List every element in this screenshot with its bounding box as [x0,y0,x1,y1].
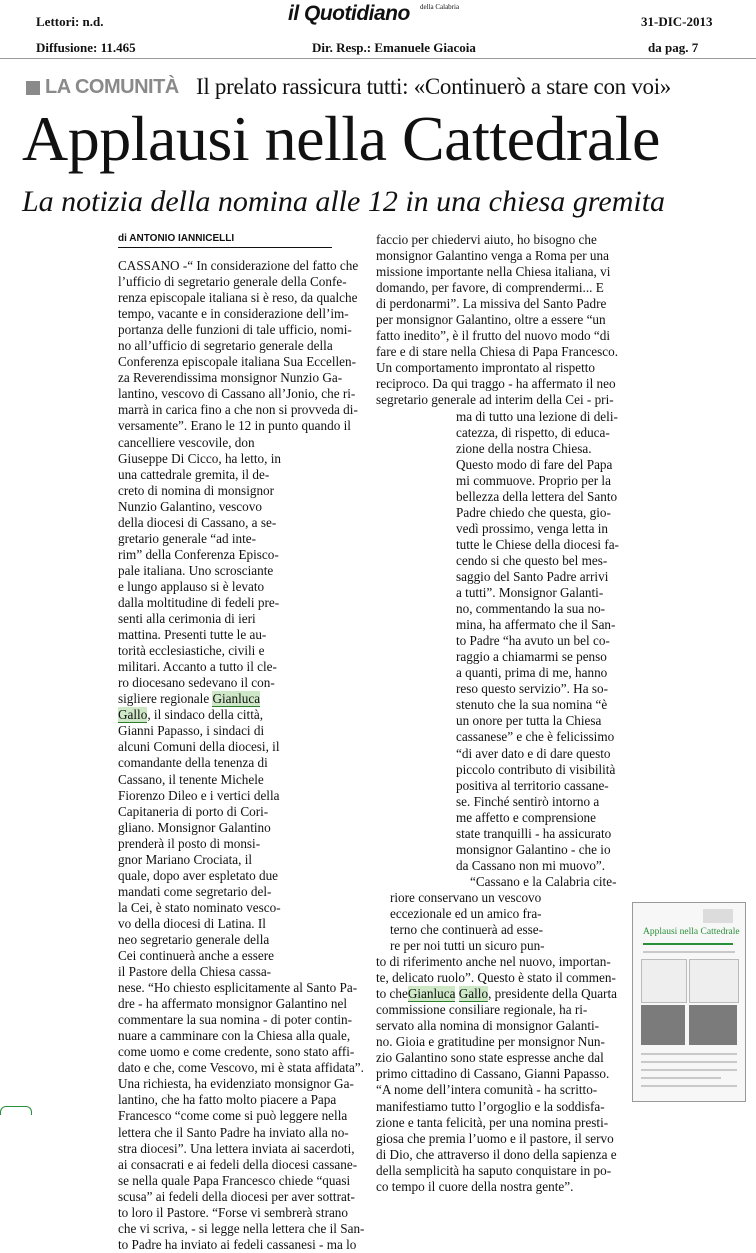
text-line: per monsignor Galantino, oltre a essere “un [376,312,606,328]
text-line: no. Gioia e gratitudine per monsignor Nun- [376,1034,605,1050]
text-line: “A nome dell’intera comunità - ha scritto- [376,1082,598,1098]
text-line: stra diocesi”. Una lettera inviata ai sacerdoti, [118,1140,355,1156]
text-line: rim” della Conferenza Episco- [118,546,279,562]
section-label [26,76,179,99]
article-column-1 [118,258,364,1253]
text-line: co tempo il cuore della nostra gente”. [376,1178,574,1194]
text-line: a quanti, prima di me, hanno [456,665,608,681]
text-line: to loro il Pastore. “Forse vi sembrerà strano [118,1204,348,1220]
text-line: cendo si che questo bel mes- [456,552,608,568]
thumbnail-line [641,1085,737,1087]
text-line: cassanese” e che è felicissimo [456,729,615,745]
subheadline: La notizia della nomina alle 12 in una chiesa gremita [22,185,666,218]
text-line: Francesco “come come si può leggere nella [118,1108,348,1124]
text-line: scusa” ai fedeli della diocesi per aver sottrat- [118,1188,355,1204]
thumbnail-box [689,959,739,1003]
text-line: mi commuove. Proprio per la [456,472,611,488]
text-line: neo segretario generale della [118,931,270,947]
thumbnail-line [641,1069,737,1071]
text-line: alcuni Comuni della diocesi, il [118,739,280,755]
date-label: 31-DIC-2013 [641,14,713,29]
text-line: Un comportamento improntato al rispetto [376,360,596,376]
text-line: stenuto che la sua nomina “è [456,697,608,713]
text-line: servato alla nomina di monsignor Galanti- [376,1018,600,1034]
director-label: Dir. Resp.: Emanuele Giacoia [312,40,476,55]
highlighted-name: Gallo [458,986,489,1002]
text-line: segretario generale ad interim della Cei - pri- [376,392,614,408]
text-line: tempo, vacante e in considerazione dell’im- [118,306,349,322]
thumbnail-line [643,951,735,953]
text-line: piccolo contributo di visibilità [456,761,616,777]
byline: di ANTONIO IANNICELLI [118,233,332,248]
text-line: di Dio, che attraverso il dono della sapienza e [376,1146,617,1162]
kicker: Il prelato rassicura tutti: «Continuerò a stare con voi» [196,74,672,99]
text-line: fatto inedito”, è il frutto del nuovo modo “di [376,328,611,344]
text-line: raggio a chiamarmi se penso [456,649,607,665]
text-line: lettera che il Santo Padre ha inviato alla no- [118,1124,349,1140]
text-line: quale, dopo aver espletato due [118,867,279,883]
text-line: Fiorenzo Dileo e i vertici della [118,787,280,803]
page-thumbnail [632,902,746,1102]
text-line: lantino, vescovo di Cassano all’Jonio, che ri- [118,386,356,402]
text-line: faccio per chiedervi aiuto, ho bisogno che [376,232,597,247]
text-line: renza episcopale italiana si è reso, da qualche [118,290,358,306]
text-line: to Padre “ha avuto un bel co- [456,633,610,649]
text-line: Padre chiedo che questa, gio- [456,504,611,520]
text-line: me affetto e comprensione [456,809,597,825]
text-line: della semplicità ha saputo conquistare in po- [376,1162,612,1178]
text-line: un onore per tutta la Chiesa [456,713,602,729]
text-line: comandante della tenenza di [118,755,268,771]
text-line: dato e che, come Vescovo, mi è stata affidata”. [118,1060,364,1076]
text-line: mattina. Presenti tutte le au- [118,627,267,643]
text-line: una cattedrale gremita, il de- [118,466,270,482]
text-line: Cei continuerà anche a essere [118,948,274,964]
text-line: tutte le Chiese della diocesi fa- [456,536,619,552]
text-line: zio Galantino sono state espresse anche dal [376,1050,604,1066]
text-line: manifestiamo tutto l’orgoglio e la soddisfa- [376,1098,605,1114]
text-line: Nunzio Galantino, vescovo [118,498,262,514]
text-line: saggio del Santo Padre arrivi [456,568,609,584]
text-line: commentare la sua nomina - di poter contin- [118,1012,353,1028]
thumbnail-subline [643,943,733,945]
headline: Applausi nella Cattedrale [22,103,660,174]
newspaper-logo-subtitle: della Calabria [420,3,460,11]
text-line: se nella quale Papa Francesco chiede “quasi [118,1172,351,1188]
text-line: l’ufficio di segretario generale della Confe- [118,274,347,290]
text-line: militari. Accanto a tutto il cle- [118,659,277,675]
text-line: commissione consiliare regionale, ha ri- [376,1002,588,1018]
text-line: primo cittadino di Cassano, Gianni Papasso. [376,1066,610,1082]
text-line: pale italiana. Uno scrosciante [118,562,274,578]
page-label: da pag. 7 [648,40,699,55]
thumbnail-title: Applausi nella Cattedrale [643,927,740,937]
section-label-text: LA COMUNITÀ [45,76,179,98]
highlighted-name: Gianluca [212,691,261,707]
text-line: Giuseppe Di Cicco, ha letto, in [118,450,281,466]
text-line: monsignor Galantino - che io [456,841,611,857]
text-line: creto di nomina di monsignor [118,482,275,498]
text-line: ro diocesano sedevano il con- [118,675,275,691]
text-line: nese. “Ho chiesto esplicitamente al Santo Pa- [118,980,358,996]
text-line: cancelliere vescovile, don [118,434,255,450]
text-line: state tranquilli - ha assicurato [456,825,612,841]
text-line: marrà in carica fino a che non si provveda di- [118,402,358,418]
text-line: fare e di stare nella Chiesa di Papa Francesco. [376,344,619,360]
text-line: Gianni Papasso, i sindaci di [118,723,265,739]
text-line: Capitaneria di porto di Cori- [118,803,269,819]
text-line: lantino, che ha fatto molto piacere a Papa [118,1092,337,1108]
thumbnail-logo [703,909,733,923]
text-line: positiva al territorio cassane- [456,777,609,793]
text-line: come uomo e come credente, sono stato affi- [118,1044,355,1060]
text-line: domando, per favore, di comprendermi... E [376,280,604,296]
text-line: eccezionale ed un amico fra- [390,905,542,921]
text-line: zione della nostra Chiesa. [456,440,592,456]
text-line: dalla moltitudine di fedeli pre- [118,594,280,610]
text-line: Conferenza episcopale italiana Sua Eccellen- [118,354,356,370]
text-line: mandati come segretario del- [118,883,272,899]
lettori-label: Lettori: n.d. [36,14,104,29]
text-line: terno che continuerà ad esse- [390,922,544,938]
text-line: dre - ha affermato monsignor Galantino nel [118,996,347,1012]
thumbnail-photo [641,1005,685,1045]
text-line: versamente”. Erano le 12 in punto quando il [118,418,351,434]
text-line: la Cei, è stato nominato vesco- [118,899,281,915]
thumbnail-box [641,959,687,1003]
text-line: to di riferimento anche nel nuovo, importan- [376,954,611,970]
highlighted-name: Gianluca [407,986,456,1002]
text-line: sigliere regionale Gianluca [118,691,261,707]
text-fragment: , il sindaco della città, [147,707,264,723]
text-line: re per noi tutti un sicuro pun- [390,938,545,954]
header-divider [0,58,756,59]
text-line: gliano. Monsignor Galantino [118,819,271,835]
text-line: della diocesi di Cassano, a se- [118,514,277,530]
text-line: te, delicato ruolo”. Questo è stato il commen- [376,970,616,986]
text-line: gnor Mariano Crociata, il [118,851,253,867]
text-line: e lungo applauso si è levato [118,578,265,594]
text-line: no all’ufficio di segretario generale della [118,338,333,354]
text-line: giosa che premia l’uomo e il pastore, il servo [376,1130,614,1146]
text-line: no, commentando la sua no- [456,601,606,617]
text-line: vo della diocesi di Latina. Il [118,915,266,931]
section-square-icon [26,81,40,95]
text-line: Questo modo di fare del Papa [456,456,613,472]
text-line: reso questo servizio”. Ha so- [456,681,608,697]
article-column-2 [376,232,619,1195]
text-fragment: , presidente della Quarta [488,986,617,1002]
text-line: nuare a camminare con la Chiesa alla quale, [118,1028,351,1044]
text-line: senti alla cerimonia di ieri [118,611,256,627]
text-line: za Reverendissima monsignor Nunzio Ga- [118,370,343,386]
text-line: da Cassano non mi muovo”. [456,857,606,873]
text-line: Una richiesta, ha evidenziato monsignor Ga- [118,1076,354,1092]
highlighted-name: Gallo [118,707,148,723]
text-line: to cheGianluca Gallo, presidente della Quarta [376,986,617,1002]
text-line: il Pastore della Chiesa cassa- [118,964,272,980]
text-line: monsignor Galantino venga a Roma per una [376,248,609,264]
text-line: Cassano, il tenente Michele [118,771,264,787]
thumbnail-line [641,1077,721,1079]
text-line: bellezza della lettera del Santo [456,488,618,504]
text-line [118,707,364,723]
text-line: to Padre ha inviato ai fedeli cassanesi - ma lo [118,1236,357,1252]
text-line: gretario generale “ad inte- [118,530,257,546]
text-line: ma di tutto una lezione di deli- [456,408,618,424]
thumbnail-photo [689,1005,737,1045]
thumbnail-line [641,1061,737,1063]
text-line: CASSANO -“ In considerazione del fatto che [118,258,359,273]
text-line: missione importante nella Chiesa italiana, vi [376,264,611,280]
text-line: ai consacrati e ai fedeli della diocesi cassane- [118,1156,358,1172]
diffusione-label: Diffusione: 11.465 [36,40,136,55]
text-line: portanza delle funzioni di tale ufficio, nomi- [118,322,352,338]
text-line: che vi scriva, - si legge nella lettera che il San- [118,1220,365,1236]
text-line: di perdonarmi”. La missiva del Santo Padre [376,296,607,312]
text-line: “di aver dato e di dare questo [456,745,611,761]
newspaper-logo: il Quotidiano [288,2,410,25]
text-line: reciproco. Da qui traggo - ha affermato il neo [376,376,616,392]
text-line: riore conservano un vescovo [390,889,542,905]
text-line: zione e tanta felicità, per una nomina presti- [376,1114,609,1130]
text-line: se. Finché sentirò intorno a [456,793,600,809]
text-line: vedì prossimo, venga letta in [456,520,608,536]
text-line: mina, ha affermato che il San- [456,617,616,633]
text-line: a tutti”. Monsignor Galanti- [456,585,604,601]
thumbnail-line [641,1053,737,1055]
text-line: prenderà il posto di monsi- [118,835,261,851]
text-line: torità ecclesiastiche, civili e [118,643,265,659]
text-line: “Cassano e la Calabria cite- [470,873,617,889]
text-line: catezza, di rispetto, di educa- [456,424,610,440]
